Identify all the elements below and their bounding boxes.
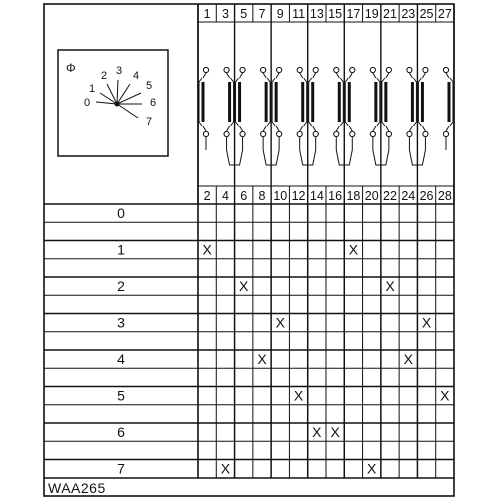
dial-pointer-lines	[96, 80, 142, 118]
top-terminal-labels	[204, 7, 452, 21]
terminal-bottom-12: 12	[291, 189, 306, 203]
terminal-top-17: 17	[346, 7, 361, 21]
contact-mark: X	[220, 460, 231, 477]
terminal-top-5: 5	[240, 7, 248, 21]
terminal-bottom-16: 16	[328, 189, 343, 203]
terminal-top-25: 25	[419, 7, 434, 21]
terminal-top-3: 3	[221, 7, 229, 21]
terminal-bottom-18: 18	[346, 189, 361, 203]
position-label-4: 4	[117, 351, 125, 368]
position-label-7: 7	[117, 460, 125, 477]
switching-table	[44, 204, 454, 478]
dial-label-3: 3	[116, 65, 123, 77]
contact-mark: X	[239, 278, 249, 295]
terminal-bottom-2: 2	[203, 189, 211, 203]
terminal-top-7: 7	[258, 7, 266, 21]
dial-symbol: Φ	[66, 61, 76, 75]
position-label-3: 3	[117, 314, 125, 331]
terminal-top-23: 23	[401, 7, 416, 21]
terminal-bottom-28: 28	[437, 189, 452, 203]
position-label-0: 0	[117, 205, 125, 222]
position-label-5: 5	[117, 387, 125, 404]
terminal-bottom-22: 22	[383, 189, 397, 203]
dial-center	[115, 102, 120, 107]
dial-label-6: 6	[150, 97, 157, 109]
dial-label-2: 2	[101, 70, 108, 82]
contact-mark: X	[202, 241, 212, 258]
contact-mark: X	[330, 424, 340, 441]
terminal-bottom-26: 26	[419, 189, 434, 203]
bottom-terminal-labels	[204, 189, 452, 203]
dial-label-5: 5	[146, 80, 153, 92]
terminal-top-9: 9	[276, 7, 284, 21]
position-label-6: 6	[117, 424, 125, 441]
terminal-top-15: 15	[328, 7, 343, 21]
terminal-bottom-24: 24	[401, 189, 416, 203]
dial-label-0: 0	[84, 97, 91, 109]
contact-mark: X	[293, 387, 304, 404]
terminal-top-21: 21	[383, 7, 397, 21]
contact-mark: X	[348, 241, 359, 258]
terminal-bottom-10: 10	[273, 189, 288, 203]
rotary-dial	[58, 50, 168, 156]
contact-mark: X	[385, 278, 395, 295]
dial-label-4: 4	[133, 70, 140, 82]
position-label-2: 2	[117, 278, 125, 295]
dial-label-7: 7	[146, 116, 153, 128]
terminal-bottom-14: 14	[309, 189, 324, 203]
terminal-bottom-8: 8	[258, 189, 266, 203]
terminal-top-19: 19	[364, 7, 379, 21]
contact-mark: X	[257, 351, 267, 368]
contact-mark: X	[275, 314, 285, 331]
position-label-1: 1	[117, 241, 125, 258]
terminal-bottom-6: 6	[240, 189, 248, 203]
position-labels	[117, 205, 125, 477]
terminal-bottom-4: 4	[221, 189, 229, 203]
terminal-top-13: 13	[309, 7, 324, 21]
model-code: WAA265	[48, 480, 106, 496]
contact-mark: X	[403, 351, 413, 368]
contact-cell-7	[418, 67, 453, 150]
contact-mark: X	[421, 314, 432, 331]
terminal-bottom-20: 20	[364, 189, 379, 203]
dial-label-1: 1	[89, 83, 96, 95]
contact-schematic	[198, 4, 454, 204]
contact-mark: X	[440, 387, 450, 404]
contact-mark: X	[367, 460, 377, 477]
terminal-top-1: 1	[203, 7, 211, 21]
terminal-top-11: 11	[292, 7, 306, 21]
terminal-top-27: 27	[437, 7, 452, 21]
contact-mark: X	[312, 424, 322, 441]
